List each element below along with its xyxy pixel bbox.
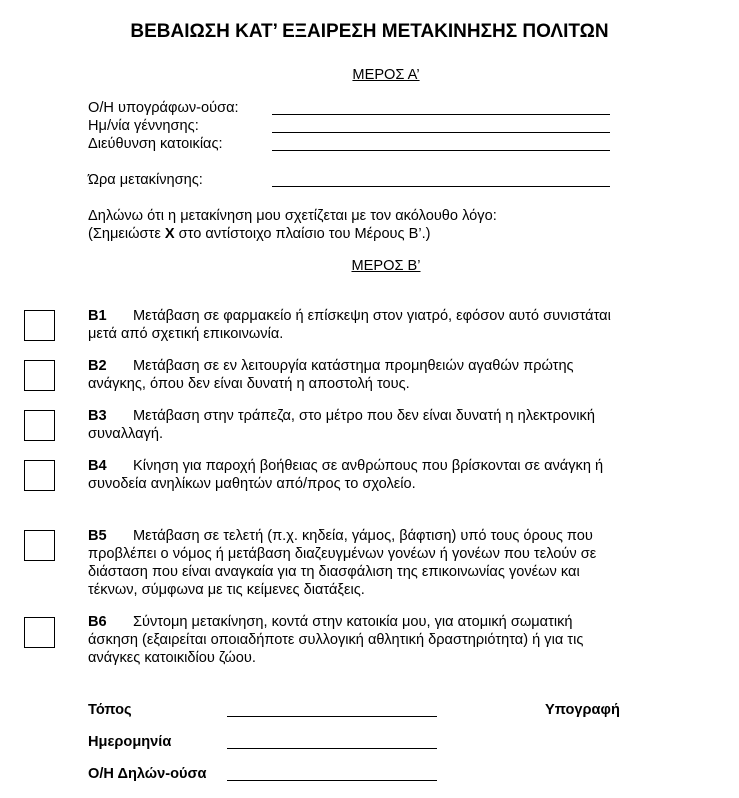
declarant-field[interactable] xyxy=(227,780,437,781)
reason-code: B6 xyxy=(88,614,107,630)
address-field[interactable] xyxy=(272,150,610,151)
time-label: Ώρα μετακίνησης: xyxy=(88,172,203,188)
note-x: X xyxy=(164,226,175,242)
document-title: ΒΕΒΑΙΩΣΗ ΚΑΤ’ ΕΞΑΙΡΕΣΗ ΜΕΤΑΚΙΝΗΣΗΣ ΠΟΛΙΤΩΝ xyxy=(130,21,609,42)
reason-item-b5 xyxy=(88,527,596,599)
declarant-label: Ο/Η Δηλών-ούσα xyxy=(88,766,207,782)
checkbox-b2[interactable] xyxy=(24,360,55,391)
checkbox-b6[interactable] xyxy=(24,617,55,648)
declaration-text: Δηλώνω ότι η μετακίνηση μου σχετίζεται με τον ακόλουθο λόγο: xyxy=(88,208,497,224)
part-b-heading: ΜΕΡΟΣ Β’ xyxy=(351,258,421,274)
reason-code: B2 xyxy=(88,358,107,374)
reason-text: ανάγκης, όπου δεν είναι δυνατή η αποστολή τους. xyxy=(88,376,410,392)
part-a-heading: ΜΕΡΟΣ Α’ xyxy=(352,67,420,83)
place-field[interactable] xyxy=(227,716,437,717)
reason-code: B5 xyxy=(88,528,107,544)
reason-text: συνοδεία ανηλίκων μαθητών από/προς το σχολείο. xyxy=(88,476,416,492)
reason-text: Σύντομη μετακίνηση, κοντά στην κατοικία μου, για ατομική σωματική xyxy=(133,614,573,630)
reason-item-b2 xyxy=(88,357,574,393)
note-text: (Σημειώστε xyxy=(88,226,165,242)
checkbox-b4[interactable] xyxy=(24,460,55,491)
reason-text: ανάγκες κατοικιδίου ζώου. xyxy=(88,650,256,666)
place-label: Τόπος xyxy=(88,702,132,718)
reason-text: διάσταση που είναι αναγκαία για τη διασφάλιση της επικοινωνίας γονέων και xyxy=(88,564,580,580)
reason-text: τέκνων, σύμφωνα με τις κείμενες διατάξεις. xyxy=(88,582,365,598)
reason-text: Κίνηση για παροχή βοήθειας σε ανθρώπους που βρίσκονται σε ανάγκη ή xyxy=(133,458,604,474)
reason-item-b3 xyxy=(88,407,595,443)
signer-label: Ο/Η υπογράφων-ούσα: xyxy=(88,100,239,116)
date-label: Ημερομηνία xyxy=(88,734,172,750)
address-label: Διεύθυνση κατοικίας: xyxy=(88,136,223,152)
reason-text: Μετάβαση σε τελετή (π.χ. κηδεία, γάμος, βάφτιση) υπό τους όρους που xyxy=(133,528,593,544)
reason-item-b4 xyxy=(88,457,603,493)
signature-label: Υπογραφή xyxy=(545,702,620,718)
reason-code: B4 xyxy=(88,458,107,474)
reason-code: B3 xyxy=(88,408,107,424)
instruction-note xyxy=(88,225,431,243)
date-field[interactable] xyxy=(227,748,437,749)
birthdate-field[interactable] xyxy=(272,132,610,133)
reason-item-b6 xyxy=(88,613,583,667)
reason-text: μετά από σχετική επικοινωνία. xyxy=(88,326,284,342)
reason-text: Μετάβαση σε φαρμακείο ή επίσκεψη στον γιατρό, εφόσον αυτό συνιστάται xyxy=(133,308,611,324)
note-text: στο αντίστοιχο πλαίσιο του Μέρους Β’.) xyxy=(174,226,431,242)
checkbox-b3[interactable] xyxy=(24,410,55,441)
birthdate-label: Ημ/νία γέννησης: xyxy=(88,118,199,134)
reason-text: Μετάβαση σε εν λειτουργία κατάστημα προμηθειών αγαθών πρώτης xyxy=(133,358,574,374)
reason-text: άσκηση (εξαιρείται οποιαδήποτε συλλογική αθλητική δραστηριότητα) ή για τις xyxy=(88,632,584,648)
time-field[interactable] xyxy=(272,186,610,187)
reason-text: συναλλαγή. xyxy=(88,426,163,442)
checkbox-b5[interactable] xyxy=(24,530,55,561)
reason-text: προβλέπει ο νόμος ή μετάβαση διαζευγμένων γονέων ή γονέων που τελούν σε xyxy=(88,546,597,562)
reason-code: B1 xyxy=(88,308,107,324)
checkbox-b1[interactable] xyxy=(24,310,55,341)
signer-field[interactable] xyxy=(272,114,610,115)
reason-text: Μετάβαση στην τράπεζα, στο μέτρο που δεν είναι δυνατή η ηλεκτρονική xyxy=(133,408,595,424)
reason-item-b1 xyxy=(88,307,611,343)
